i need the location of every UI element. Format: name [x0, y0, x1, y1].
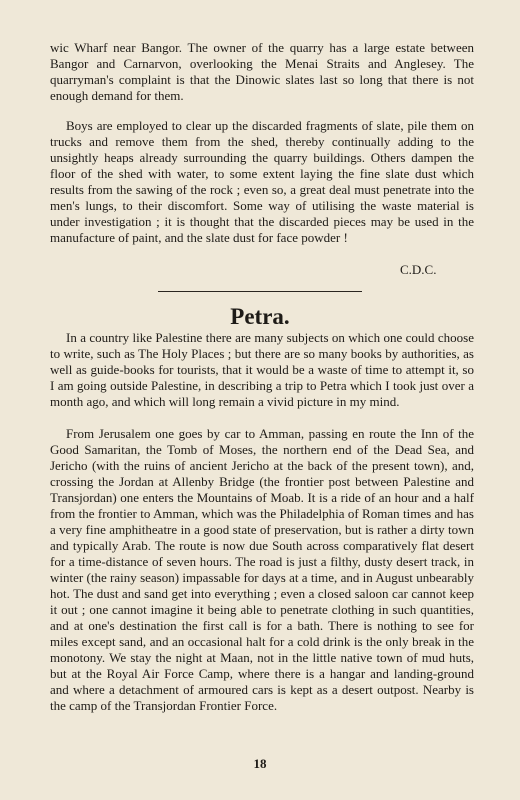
- author-signature: C.D.C.: [400, 262, 437, 277]
- paragraph-slate-waste: Boys are employed to clear up the discarded fragments of slate, pile them on trucks and remove them from the shed, thereby continually adding to the unsightly heaps already surrounding the quarry buildings. Others dampen the floor of the shed with water, to some extent laying the fine slate dust which results from the sawing of the rock ; even so, a great deal must penetrate into the men's lungs, to their discomfort. Some way of utilising the waste material is under investigation ; it is thought that the discarded pieces may be used in the manufacture of paint, and the slate dust for face powder !: [50, 118, 474, 245]
- paragraph-palestine-intro: In a country like Palestine there are many subjects on which one could choose to write, such as The Holy Places ; but there are so many books by authorities, as well as guide-books for tourists, that it would be a waste of time to attempt it, so I am going outside Palestine, in describing a trip to Petra which I took just over a month ago, and which will long remain a vivid picture in my mind.: [50, 330, 474, 409]
- article-title: Petra.: [230, 304, 290, 329]
- quarry-article-continuation: [50, 40, 474, 104]
- paragraph-quarry-owner: wic Wharf near Bangor. The owner of the quarry has a large estate between Bangor and Carnarvon, overlooking the Menai Straits and Anglesey. The quarryman's complaint is that the Dinowic slates last so long that there is not enough demand for them.: [50, 40, 474, 103]
- section-divider: [158, 291, 362, 292]
- quarry-article-body: [50, 118, 474, 246]
- petra-intro: [50, 330, 474, 410]
- paragraph-journey: From Jerusalem one goes by car to Amman, passing en route the Inn of the Good Samaritan, the Tomb of Moses, the northern end of the Dead Sea, and Jericho (with the ruins of ancient Jericho at the back of the present town), and, crossing the Jordan at Allenby Bridge (the frontier post between Palestine and Transjordan) one enters the Mountains of Moab. It is a ride of an hour and a half from the frontier to Amman, which was the Philadelphia of Roman times and has a very fine amphitheatre in a good state of preservation, but is rather a dirty town and typically Arab. The route is now due South across comparatively flat desert for a time-distance of seven hours. The road is just a filthy, dusty desert track, in winter (the rainy season) impassable for days at a time, and in August unbearably hot. The dust and sand get into everything ; even a closed saloon car cannot keep it out ; one cannot imagine it being able to penetrate clothing in such quantities, and at one's destination the first call is for a bath. There is nothing to see for miles except sand, and an occasional halt for a cold drink is the only break in the monotony. We stay the night at Maan, not in the little native town of mud huts, but at the Royal Air Force Camp, where there is a hangar and landing-ground and where a detachment of armoured cars is kept as a desert outpost. Nearby is the camp of the Transjordan Frontier Force.: [50, 426, 474, 713]
- petra-journey: [50, 426, 474, 714]
- page-number: 18: [253, 756, 267, 771]
